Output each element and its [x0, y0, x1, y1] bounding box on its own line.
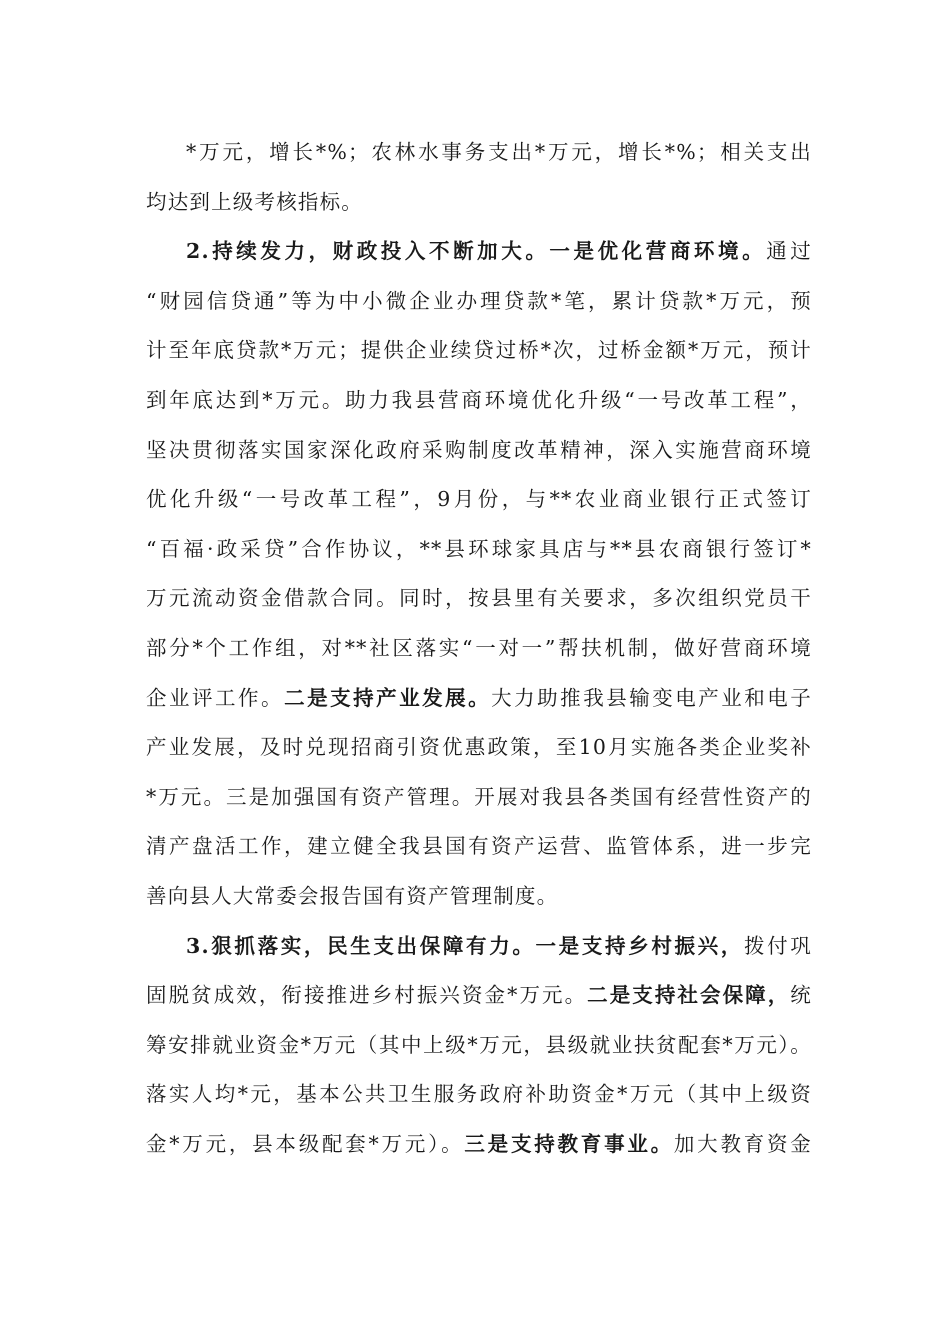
body-text-segment: 善向县人大常委会报告国有资产管理制度。	[146, 883, 559, 908]
body-text-segment: 清产盘活工作，建立健全我县国有资产运营、监管体系，进一步完	[146, 834, 812, 859]
body-text-segment: 计至年底贷款*万元；提供企业续贷过桥*次，过桥金额*万元，预计	[146, 338, 812, 363]
text-line	[146, 1070, 812, 1120]
text-line	[146, 971, 812, 1021]
body-text-segment: 筹安排就业资金*万元（其中上级*万元，县级就业扶贫配套*万元）。	[146, 1032, 812, 1057]
body-text-segment: 部分*个工作组，对**社区落实“一对一”帮扶机制，做好营商环境	[146, 635, 812, 660]
body-text-segment: “百福·政采贷”合作协议，**县环球家具店与**县农商银行签订*	[146, 536, 812, 561]
bold-heading-text: 2.持续发力，财政投入不断加大。一是优化营商环境。	[186, 239, 767, 264]
body-text-segment: 企业评工作。	[146, 685, 285, 710]
text-line	[146, 922, 812, 972]
text-line	[146, 475, 812, 525]
body-text-segment: 坚决贯彻落实国家深化政府采购制度改革精神，深入实施营商环境	[146, 437, 812, 462]
bold-heading-text: 二是支持社会保障，	[587, 983, 791, 1008]
body-text-segment: 均达到上级考核指标。	[146, 189, 363, 214]
body-text-segment: 万元流动资金借款合同。同时，按县里有关要求，多次组织党员干	[146, 586, 812, 611]
text-line	[146, 822, 812, 872]
text-line	[146, 426, 812, 476]
text-line	[146, 773, 812, 823]
body-text-segment: *万元，增长*%；农林水事务支出*万元，增长*%；相关支出	[186, 140, 812, 164]
text-line	[146, 1021, 812, 1071]
body-text-segment: 大力助推我县输变电产业和电子	[491, 685, 812, 710]
body-text-segment: 落实人均*元，基本公共卫生服务政府补助资金*万元（其中上级资	[146, 1082, 812, 1107]
text-line	[146, 1120, 812, 1170]
text-line	[146, 723, 812, 773]
bold-heading-text: 二是支持产业发展。	[284, 685, 492, 710]
text-line	[146, 326, 812, 376]
text-line	[146, 178, 812, 228]
body-text-segment: 统	[790, 983, 812, 1008]
body-text-segment: 固脱贫成效，衔接推进乡村振兴资金*万元。	[146, 983, 588, 1008]
body-text-segment: 优化升级“一号改革工程”，9月份，与**农业商业银行正式签订	[146, 487, 812, 512]
text-line	[146, 574, 812, 624]
text-line	[146, 872, 812, 922]
text-line	[146, 624, 812, 674]
body-text-segment: *万元。三是加强国有资产管理。开展对我县各类国有经营性资产的	[146, 784, 812, 809]
bold-heading-text: 三是支持教育事业。	[464, 1131, 674, 1156]
text-line	[146, 376, 812, 426]
text-line	[146, 674, 812, 724]
body-text-segment: “财园信贷通”等为中小微企业办理贷款*笔，累计贷款*万元，预	[146, 288, 812, 313]
text-line	[146, 525, 812, 575]
text-line	[146, 128, 812, 178]
body-text-segment: 拨付巩	[743, 933, 812, 958]
body-text-segment: 产业发展，及时兑现招商引资优惠政策，至10月实施各类企业奖补	[146, 735, 812, 760]
body-text-segment: 到年底达到*万元。助力我县营商环境优化升级“一号改革工程”，	[146, 387, 812, 412]
body-text-segment: 加大教育资金	[673, 1131, 812, 1156]
body-text	[146, 128, 812, 1169]
text-line	[146, 227, 812, 277]
text-line	[146, 277, 812, 327]
body-text-segment: 通过	[766, 239, 812, 264]
bold-heading-text: 3.狠抓落实，民生支出保障有力。一是支持乡村振兴，	[186, 933, 744, 958]
body-text-segment: 金*万元，县本级配套*万元）。	[146, 1131, 465, 1156]
